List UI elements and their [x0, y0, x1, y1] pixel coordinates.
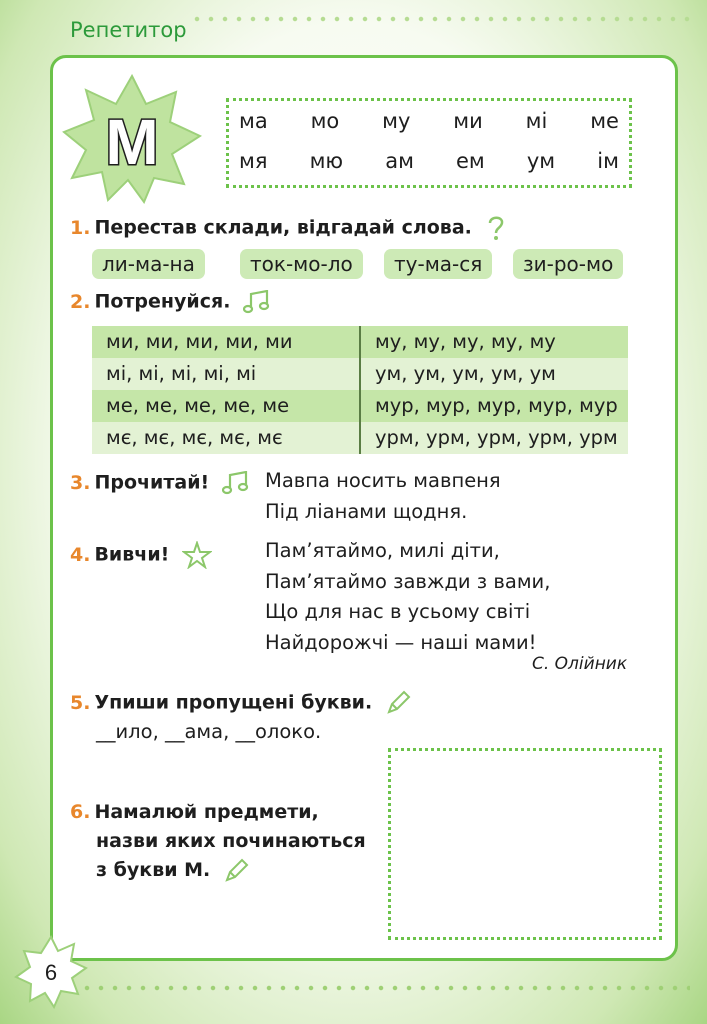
task-text: з букви М. [96, 859, 211, 881]
letter-star [62, 74, 202, 204]
drill-row [92, 390, 628, 422]
big-letter: М [105, 106, 159, 178]
task-text: Потренуйся. [94, 290, 231, 313]
task-number: 5. [70, 691, 91, 714]
music-note-icon [222, 471, 250, 495]
rhyme-line: Під ліанами щодня. [265, 499, 468, 523]
poem-line: Пам’ятаймо, милі діти, [265, 539, 500, 562]
task-2-heading [70, 290, 271, 314]
syllable: мо [310, 109, 340, 133]
rhyme-line: Мавпа носить мавпеня [265, 469, 501, 492]
task-3-heading [70, 471, 250, 495]
poem-line: Що для нас в усьому світі [265, 600, 531, 623]
task-text: Вивчи! [94, 543, 170, 566]
drill-cell: му, му, му, му, му [375, 330, 556, 353]
syllable: мя [239, 149, 268, 173]
page-header: Репетитор [70, 18, 187, 42]
task-4-heading [70, 541, 212, 569]
star-icon [182, 541, 212, 569]
syllable: ум [526, 149, 556, 173]
poem-text [265, 536, 550, 658]
music-note-icon [243, 290, 271, 314]
scrambled-words [92, 249, 632, 279]
drill-row [92, 326, 628, 358]
poem-line: Пам’ятаймо завжди з вами, [265, 569, 551, 593]
task-text: Намалюй предмети, [94, 801, 319, 823]
poem-author: С. Олійник [532, 654, 628, 674]
task-text: Перестав склади, відгадай слова. [94, 216, 472, 239]
poem-line: Найдорожчі — наші мами! [265, 630, 537, 654]
drill-cell: урм, урм, урм, урм, урм [375, 426, 618, 449]
drill-cell: ум, ум, ум, ум, ум [375, 362, 556, 385]
rhyme-text [265, 466, 501, 527]
drill-cell: мі, мі, мі, мі, мі [92, 358, 361, 390]
syllable: ма [239, 109, 268, 133]
syllable-row [239, 149, 619, 173]
page-number-badge [14, 935, 88, 1009]
syllable: ме [590, 109, 619, 133]
task-text: назви яких починаються [96, 830, 366, 852]
drawing-area[interactable] [388, 748, 662, 940]
syllable: ем [456, 149, 485, 173]
task-number: 6. [70, 801, 91, 823]
pencil-icon [223, 858, 249, 884]
syllable: ім [597, 149, 619, 173]
drill-cell: мур, мур, мур, мур, мур [375, 394, 618, 417]
scrambled-word: ток-мо-ло [240, 249, 363, 279]
pencil-icon [385, 690, 411, 716]
scrambled-word: ту-ма-ся [384, 249, 492, 279]
syllable-row [239, 109, 619, 133]
task-number: 1. [70, 216, 91, 239]
top-dots-decoration [190, 16, 690, 22]
fill-in-words[interactable]: __ило, __ама, __олоко. [96, 720, 322, 743]
scrambled-word: зи-ро-мо [513, 249, 623, 279]
page-number: 6 [44, 960, 58, 985]
task-text: Прочитай! [94, 471, 210, 494]
drill-cell: ми, ми, ми, ми, ми [92, 326, 361, 358]
drill-cell: ме, ме, ме, ме, ме [92, 390, 361, 422]
syllable: ам [385, 149, 414, 173]
syllable: мю [309, 149, 344, 173]
bottom-dots-decoration [80, 985, 690, 991]
drill-row [92, 422, 628, 454]
syllable: ми [453, 109, 483, 133]
task-1-heading [70, 214, 507, 242]
task-5-heading [70, 690, 411, 716]
drill-cell: мє, мє, мє, мє, мє [92, 422, 361, 454]
task-number: 2. [70, 290, 91, 313]
task-6-heading [70, 798, 366, 885]
task-text: Упиши пропущені букви. [94, 691, 373, 714]
question-icon [485, 214, 507, 242]
syllable: мі [525, 109, 548, 133]
drill-row [92, 358, 628, 390]
task-number: 4. [70, 543, 91, 566]
syllable: му [382, 109, 411, 133]
task-number: 3. [70, 471, 91, 494]
drill-table [92, 326, 628, 454]
syllable-box [226, 98, 632, 188]
scrambled-word: ли-ма-на [92, 249, 205, 279]
